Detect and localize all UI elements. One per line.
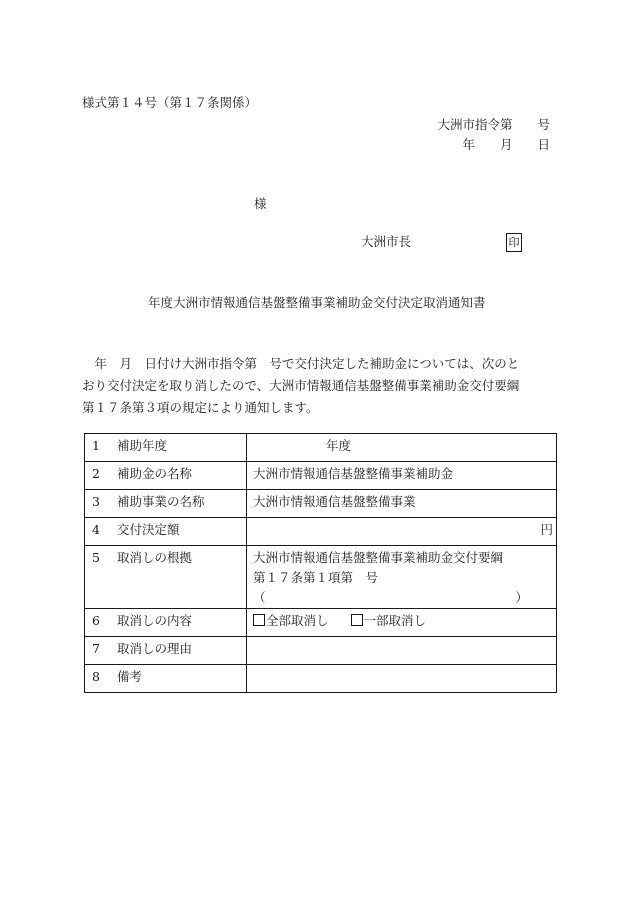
- table-row: [85, 518, 557, 546]
- row-number: 2: [92, 466, 100, 481]
- row-label-cell: [85, 637, 247, 665]
- row-label-cell: [85, 546, 247, 609]
- table-row: [85, 462, 557, 490]
- project-name-text: 大洲市情報通信基盤整備事業: [253, 494, 416, 509]
- row-label: 補助事業の名称: [117, 494, 205, 509]
- document-date: 年 月 日: [462, 137, 550, 152]
- row-label: 補助年度: [117, 438, 168, 453]
- row-number: 5: [92, 550, 100, 565]
- row-number: 1: [92, 438, 100, 453]
- basis-line: （ ）: [253, 590, 529, 605]
- row-label: 交付決定額: [117, 522, 180, 537]
- details-table: [84, 433, 557, 693]
- full-cancel-checkbox[interactable]: [253, 614, 265, 626]
- row-label: 取消しの内容: [117, 613, 193, 628]
- remarks-field[interactable]: [247, 665, 557, 693]
- subsidy-name-value: [247, 462, 557, 490]
- addressee-suffix: 様: [254, 196, 267, 211]
- document-title: 年度大洲市情報通信基盤整備事業補助金交付決定取消通知書: [148, 295, 486, 310]
- seal-mark: 印: [506, 233, 522, 252]
- subsidy-year-unit: 年度: [326, 438, 352, 453]
- row-label: 取消しの根拠: [117, 550, 193, 565]
- notice-body: [82, 353, 552, 419]
- body-line: おり交付決定を取り消したので、大洲市情報通信基盤整備事業補助金交付要綱: [82, 378, 520, 393]
- project-name-value: [247, 490, 557, 518]
- row-label-cell: [85, 609, 247, 637]
- row-label: 補助金の名称: [117, 466, 193, 481]
- form-number-label: 様式第１４号（第１７条関係）: [82, 95, 258, 110]
- basis-line: 第１７条第１項第 号: [253, 570, 379, 585]
- table-row: [85, 637, 557, 665]
- row-number: 7: [92, 641, 100, 656]
- row-number: 6: [92, 613, 100, 628]
- grant-amount-field[interactable]: [247, 518, 557, 546]
- partial-cancel-label: 一部取消し: [363, 613, 427, 628]
- row-label-cell: [85, 490, 247, 518]
- cancellation-basis-field[interactable]: [247, 546, 557, 609]
- yen-unit: 円: [540, 522, 553, 537]
- issuer-name: 大洲市長: [361, 234, 412, 249]
- row-number: 3: [92, 494, 100, 509]
- full-cancel-label: 全部取消し: [266, 613, 329, 628]
- row-label: 備考: [117, 669, 143, 684]
- basis-line: 大洲市情報通信基盤整備事業補助金交付要綱: [253, 550, 504, 565]
- row-label-cell: [85, 434, 247, 462]
- partial-cancel-checkbox[interactable]: [351, 614, 363, 626]
- table-row: [85, 546, 557, 609]
- subsidy-name-text: 大洲市情報通信基盤整備事業補助金: [253, 466, 454, 481]
- table-row: [85, 665, 557, 693]
- body-line: 年 月 日付け大洲市指令第 号で交付決定した補助金については、次のと: [82, 356, 520, 371]
- table-row: [85, 490, 557, 518]
- document-number: 大洲市指令第 号: [437, 117, 550, 132]
- body-line: 第１７条第３項の規定により通知します。: [82, 400, 319, 415]
- row-label-cell: [85, 518, 247, 546]
- row-number: 8: [92, 669, 100, 684]
- row-label: 取消しの理由: [117, 641, 193, 656]
- table-row: [85, 609, 557, 637]
- row-number: 4: [92, 522, 100, 537]
- row-label-cell: [85, 665, 247, 693]
- subsidy-year-field[interactable]: [247, 434, 557, 462]
- row-label-cell: [85, 462, 247, 490]
- table-row: [85, 434, 557, 462]
- cancellation-content-options: [247, 609, 557, 637]
- cancellation-reason-field[interactable]: [247, 637, 557, 665]
